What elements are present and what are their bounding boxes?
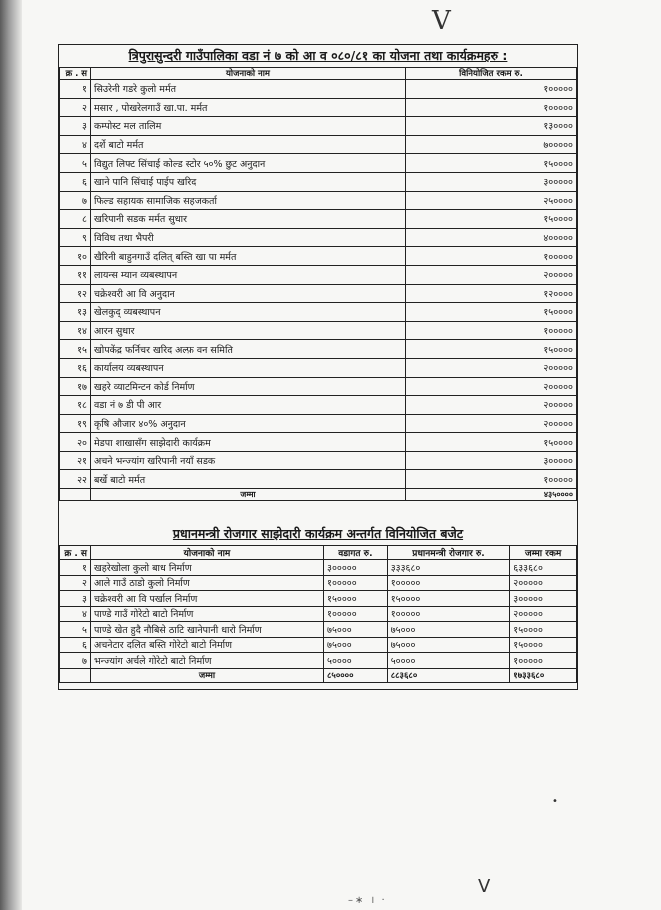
table-row <box>60 591 577 607</box>
row-sn: १ <box>60 560 91 576</box>
table-row <box>60 80 577 99</box>
row-sn: ८ <box>60 210 91 229</box>
row-name: दर्शे बाटो मर्मत <box>91 135 406 154</box>
row-pm: १५०००० <box>387 591 510 607</box>
row-pm: ३३३६८० <box>387 560 510 576</box>
row-name: पाण्डे खेत हुदै नौबिसे ठाटि खानेपानी धारो निर्माण <box>91 622 324 638</box>
row-total: ३००००० <box>510 591 577 607</box>
col2-name: योजनाको नाम <box>91 546 324 560</box>
col-sn: क्र . स <box>60 68 91 80</box>
row-total: १५०००० <box>510 622 577 638</box>
table-row <box>60 470 577 489</box>
row-total: १५०००० <box>510 637 577 653</box>
row-pm: १००००० <box>387 606 510 622</box>
table-row <box>60 321 577 340</box>
row-sn: १ <box>60 80 91 99</box>
row-pm: ५०००० <box>387 653 510 669</box>
row-name: अचनेटार दलित बस्ति गोरेटो बाटो निर्माण <box>91 637 324 653</box>
pm-employment-table <box>59 545 577 683</box>
row-sn: १० <box>60 247 91 266</box>
table2-title: प्रधानमन्त्री रोजगार साझेदारी कार्यक्रम अन्तर्गत विनियोजित बजेट <box>172 526 464 541</box>
row-amount: २००००० <box>406 377 577 396</box>
row-sn: १३ <box>60 303 91 322</box>
row-name: आरन सुधार <box>91 321 406 340</box>
row-ward: १५०००० <box>324 591 388 607</box>
row-name: वडा नं ७ डी पी आर <box>91 396 406 415</box>
row-name: खहरेखोला कुलो बाध निर्माण <box>91 560 324 576</box>
table-row <box>60 414 577 433</box>
row-sn: १८ <box>60 396 91 415</box>
table2-total-row <box>60 668 577 682</box>
handwritten-mark-bottom-left: –∗ । · <box>348 895 387 906</box>
row-amount: १००००० <box>406 321 577 340</box>
row-name: विद्युत लिफ्ट सिंचाई कोल्ड स्टोर ५०% छुट अनुदान <box>91 154 406 173</box>
table-row <box>60 451 577 470</box>
handwritten-mark-top: V <box>432 6 451 36</box>
row-amount: १५०००० <box>406 433 577 452</box>
table-row <box>60 98 577 117</box>
row-name: खरिपानी सडक मर्मत सुधार <box>91 210 406 229</box>
table-row <box>60 606 577 622</box>
row-sn: ५ <box>60 622 91 638</box>
table-row <box>60 622 577 638</box>
table-row <box>60 284 577 303</box>
row-ward: ५०००० <box>324 653 388 669</box>
row-sn: १५ <box>60 340 91 359</box>
document-frame <box>58 44 578 690</box>
col2-pm: प्रधानमन्त्री रोजगार रु. <box>387 546 510 560</box>
row-amount: २००००० <box>406 358 577 377</box>
table1-total-amount: ४३५०००० <box>406 489 577 501</box>
row-sn: ३ <box>60 591 91 607</box>
table-row <box>60 575 577 591</box>
row-amount: ३००००० <box>406 451 577 470</box>
row-sn: २२ <box>60 470 91 489</box>
row-pm: १००००० <box>387 575 510 591</box>
row-amount: १००००० <box>406 98 577 117</box>
row-amount: १२०००० <box>406 284 577 303</box>
table-row <box>60 172 577 191</box>
table-row <box>60 135 577 154</box>
row-name: चक्रेश्वरी आ वि अनुदान <box>91 284 406 303</box>
row-amount: २००००० <box>406 414 577 433</box>
row-amount: १५०००० <box>406 303 577 322</box>
row-amount: ४००००० <box>406 228 577 247</box>
table-row <box>60 247 577 266</box>
programs-table <box>59 67 577 501</box>
row-name: मसार , पोखरेलगाउँ खा.पा. मर्मत <box>91 98 406 117</box>
row-name: कार्यालय व्यबस्थापन <box>91 358 406 377</box>
table-row <box>60 265 577 284</box>
row-name: कम्पोस्ट मल तालिम <box>91 117 406 136</box>
row-name: अचने भन्ज्यांग खरिपानी नयाँ सडक <box>91 451 406 470</box>
row-pm: ७५००० <box>387 637 510 653</box>
row-sn: ३ <box>60 117 91 136</box>
row-ward: ७५००० <box>324 622 388 638</box>
row-amount: ३००००० <box>406 172 577 191</box>
table-row <box>60 154 577 173</box>
table-row <box>60 653 577 669</box>
row-sn: २० <box>60 433 91 452</box>
table-row <box>60 340 577 359</box>
row-amount: १३०००० <box>406 117 577 136</box>
row-amount: १००००० <box>406 80 577 99</box>
row-sn: १७ <box>60 377 91 396</box>
table-row <box>60 303 577 322</box>
row-name: फिल्ड सहायक सामाजिक सहजकर्ता <box>91 191 406 210</box>
row-sn: १६ <box>60 358 91 377</box>
row-sn: ७ <box>60 653 91 669</box>
row-total: १००००० <box>510 653 577 669</box>
table1-total-row <box>60 489 577 501</box>
row-name: पाण्डे गाउँ गोरेटो बाटो निर्माण <box>91 606 324 622</box>
table-row <box>60 210 577 229</box>
row-name: कृषि औजार ४०% अनुदान <box>91 414 406 433</box>
row-amount: २००००० <box>406 396 577 415</box>
row-total: ६३३६८० <box>510 560 577 576</box>
row-name: चक्रेश्वरी आ वि पर्खाल निर्माण <box>91 591 324 607</box>
table-row <box>60 191 577 210</box>
row-amount: १५०००० <box>406 210 577 229</box>
row-sn: ६ <box>60 637 91 653</box>
row-name: खहरे व्याटमिन्टन कोर्ड निर्माण <box>91 377 406 396</box>
row-name: बर्खे बाटो मर्मत <box>91 470 406 489</box>
handwritten-mark-bottom: V <box>478 876 491 897</box>
row-sn: १२ <box>60 284 91 303</box>
row-sn: २१ <box>60 451 91 470</box>
row-name: सिउरेनी गडरे कुलो मर्मत <box>91 80 406 99</box>
table-row <box>60 117 577 136</box>
row-ward: ७५००० <box>324 637 388 653</box>
table2-total-label: जम्मा <box>91 668 324 682</box>
row-sn: २ <box>60 575 91 591</box>
row-sn: ११ <box>60 265 91 284</box>
row-pm: ७५००० <box>387 622 510 638</box>
table2-total-ward: ८५०००० <box>324 668 388 682</box>
row-ward: ३००००० <box>324 560 388 576</box>
row-sn: ५ <box>60 154 91 173</box>
row-ward: १००००० <box>324 575 388 591</box>
row-total: २००००० <box>510 606 577 622</box>
col2-sn: क्र . स <box>60 546 91 560</box>
row-sn: ९ <box>60 228 91 247</box>
col2-ward: वडागत रु. <box>324 546 388 560</box>
col-name: योजनाको नाम <box>91 68 406 80</box>
table-row <box>60 433 577 452</box>
table-row <box>60 396 577 415</box>
row-sn: २ <box>60 98 91 117</box>
row-amount: १००००० <box>406 247 577 266</box>
row-sn: १९ <box>60 414 91 433</box>
row-sn: ६ <box>60 172 91 191</box>
table-row <box>60 377 577 396</box>
scan-edge-shadow <box>0 0 22 910</box>
row-name: खोपकेंद्र फर्निचर खरिद अल्फ़ वन समिति <box>91 340 406 359</box>
row-amount: १५०००० <box>406 340 577 359</box>
row-name: खाने पानि सिंचाई पाईप खरिद <box>91 172 406 191</box>
table2-total-pm: ८८३६८० <box>387 668 510 682</box>
row-name: खेलकुद् व्यबस्थापन <box>91 303 406 322</box>
row-ward: १००००० <box>324 606 388 622</box>
row-amount: २५०००० <box>406 191 577 210</box>
row-amount: ७००००० <box>406 135 577 154</box>
row-amount: १५०००० <box>406 154 577 173</box>
row-name: लायन्स म्यान व्यबस्थापन <box>91 265 406 284</box>
table2-total-total: १७३३६८० <box>510 668 577 682</box>
row-name: मेडपा शाखासँग साझेदारी कार्यक्रम <box>91 433 406 452</box>
row-amount: १००००० <box>406 470 577 489</box>
row-name: खैरिनी बाहुनगाउँ दलित् बस्ति खा पा मर्मत <box>91 247 406 266</box>
col-amount: विनियोजित रकम रु. <box>406 68 577 80</box>
table-row <box>60 560 577 576</box>
row-sn: १४ <box>60 321 91 340</box>
row-name: भन्ज्यांग अर्चले गोरेटो बाटो निर्माण <box>91 653 324 669</box>
table-row <box>60 637 577 653</box>
table1-title: त्रिपुरासुन्दरी गाउँपालिका वडा नं ७ को आ व ०८०/८१ का योजना तथा कार्यक्रमहरु : <box>128 48 508 63</box>
row-total: २००००० <box>510 575 577 591</box>
row-sn: ४ <box>60 135 91 154</box>
row-name: आले गाउँ ठाडो कुलो निर्माण <box>91 575 324 591</box>
col2-total: जम्मा रकम <box>510 546 577 560</box>
row-name: विविध तथा भैपरी <box>91 228 406 247</box>
table-row <box>60 358 577 377</box>
table1-total-label: जम्मा <box>91 489 406 501</box>
scan-speck: • <box>552 796 558 807</box>
row-amount: २००००० <box>406 265 577 284</box>
table-row <box>60 228 577 247</box>
row-sn: ७ <box>60 191 91 210</box>
row-sn: ४ <box>60 606 91 622</box>
